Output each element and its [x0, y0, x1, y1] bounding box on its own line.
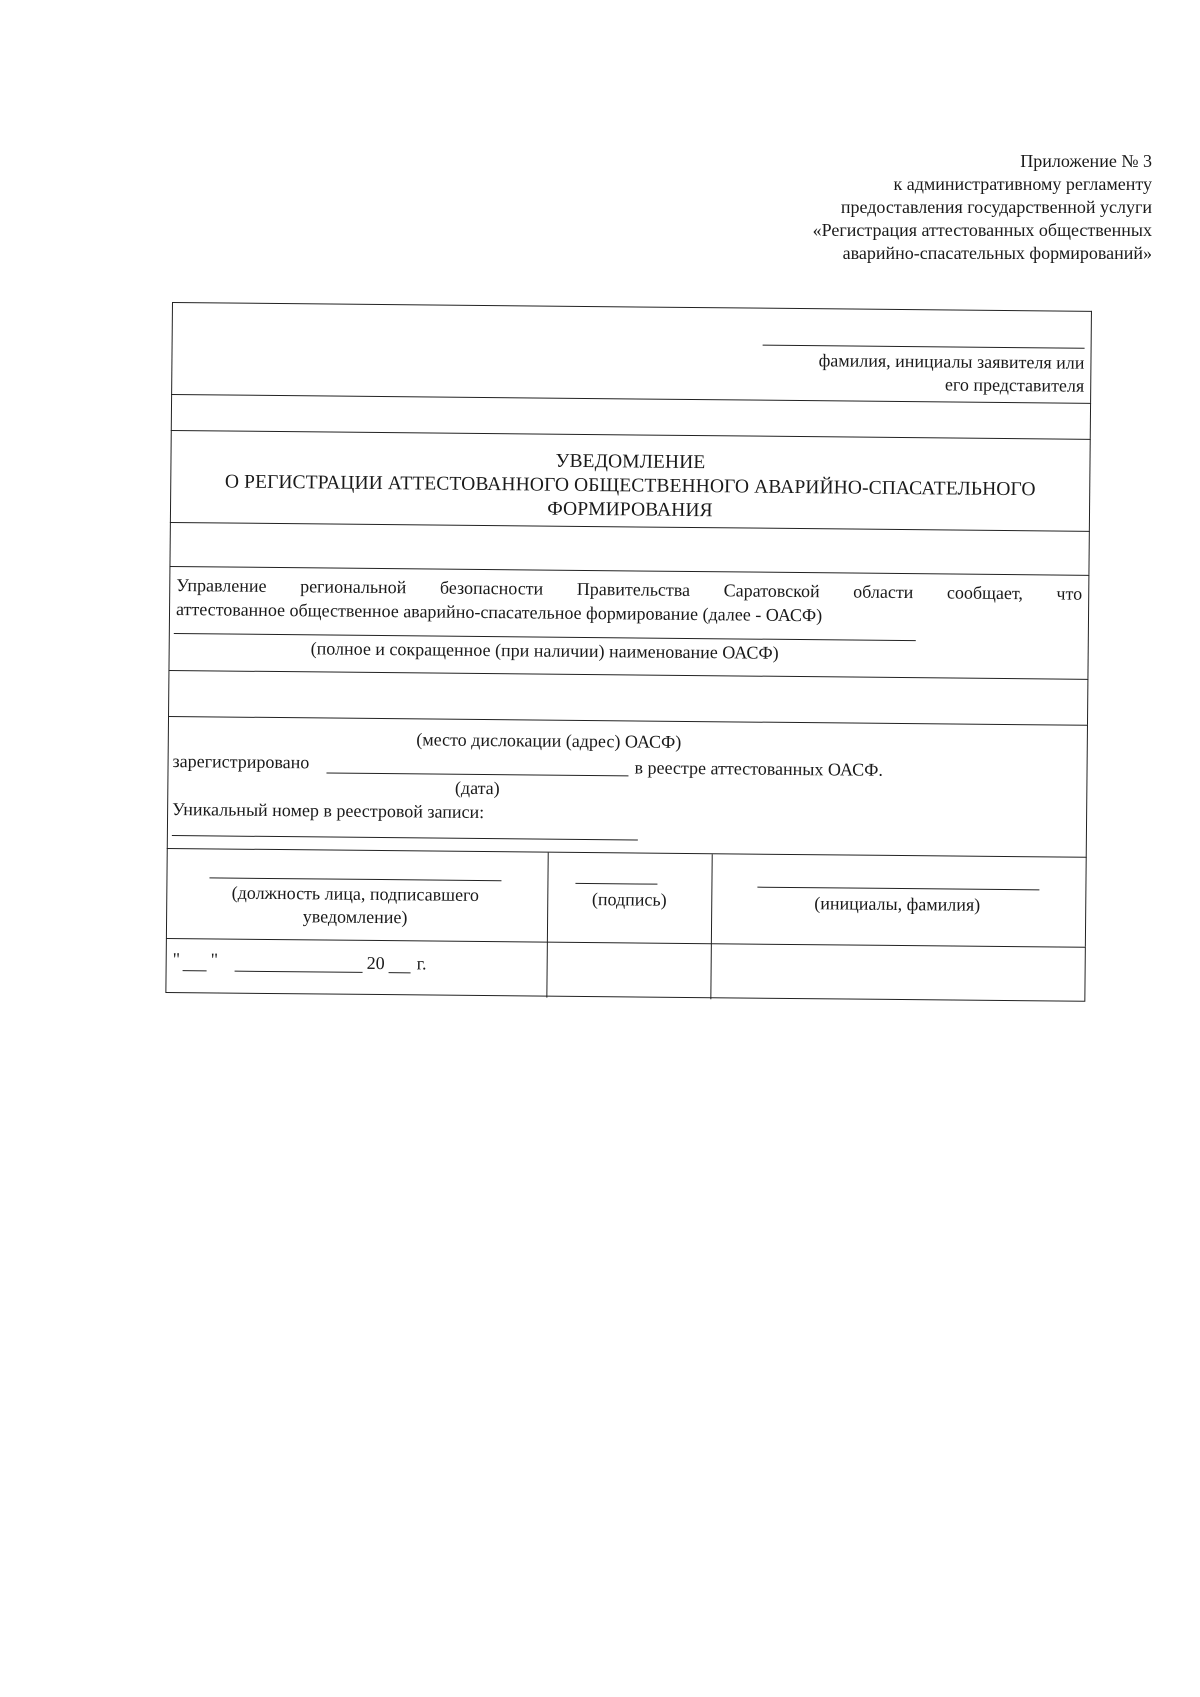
appendix-line-4: «Регистрация аттестованных общественных [812, 220, 1152, 240]
signature-line[interactable] [575, 883, 657, 885]
word-4: Правительства [576, 578, 691, 600]
position-caption-line-1: (должность лица, подписавшего [231, 882, 480, 905]
applicant-row [171, 302, 1092, 403]
oasf-name-caption: (полное и сокращенное (при наличии) наименование ОАСФ) [310, 638, 779, 663]
appendix-line-5: аварийно-спасательных формирований» [842, 243, 1152, 263]
word-2: региональной [300, 576, 407, 598]
year-suffix: г. [416, 953, 427, 974]
registered-label: зарегистрировано [172, 751, 310, 773]
registry-text: в реестре аттестованных ОАСФ. [634, 757, 883, 780]
title-line-3: ФОРМИРОВАНИЯ [547, 498, 713, 522]
body-line-2: аттестованное общественное аварийно-спасательное формирование (далее - ОАСФ) [175, 599, 823, 626]
year-line[interactable] [389, 972, 411, 973]
full-name-line[interactable] [757, 887, 1039, 891]
date-caption: (дата) [454, 777, 500, 799]
applicant-caption-line-1: фамилия, инициалы заявителя или [818, 350, 1085, 373]
appendix-line-3: предоставления государственной услуги [840, 197, 1152, 217]
word-7: сообщает, [946, 582, 1024, 604]
full-name-caption: (инициалы, фамилия) [814, 893, 981, 915]
appendix-header [552, 150, 1152, 265]
appendix-line-2: к административному регламенту [893, 174, 1152, 194]
year-prefix: 20 [366, 952, 385, 974]
title-line-2: О РЕГИСТРАЦИИ АТТЕСТОВАННОГО ОБЩЕСТВЕННОГО АВАРИЙНО-СПАСАТЕЛЬНОГО [224, 471, 1036, 501]
position-caption [177, 881, 533, 930]
position-caption-line-2: уведомление) [302, 906, 408, 928]
notification-title [171, 446, 1090, 527]
registration-date-line[interactable] [326, 773, 628, 777]
appendix-line-1: Приложение № 3 [1020, 151, 1152, 171]
unique-number-label: Уникальный номер в реестровой записи: [172, 799, 485, 823]
unique-number-line[interactable] [172, 835, 638, 840]
word-1: Управление [176, 575, 267, 596]
location-caption: (место дислокации (адрес) ОАСФ) [416, 729, 682, 752]
word-5: Саратовской [723, 580, 820, 602]
notification-form [165, 302, 1092, 1046]
body-row [168, 566, 1089, 679]
day-line[interactable] [183, 970, 207, 971]
applicant-name-line[interactable] [763, 345, 1085, 349]
date-quote-open: " [172, 949, 181, 970]
word-6: области [853, 581, 914, 603]
word-3: безопасности [439, 577, 544, 599]
position-line[interactable] [209, 877, 501, 881]
date-row [165, 938, 1085, 1002]
title-row [170, 430, 1091, 531]
applicant-caption [818, 349, 1084, 398]
word-8: что [1056, 583, 1083, 604]
registration-row [167, 716, 1088, 857]
signature-row [166, 848, 1087, 947]
month-line[interactable] [235, 971, 363, 973]
signature-caption: (подпись) [591, 889, 667, 910]
title-line-1: УВЕДОМЛЕНИЕ [555, 450, 706, 474]
applicant-caption-line-2: его представителя [944, 374, 1085, 396]
date-quote-close: " [210, 949, 219, 970]
